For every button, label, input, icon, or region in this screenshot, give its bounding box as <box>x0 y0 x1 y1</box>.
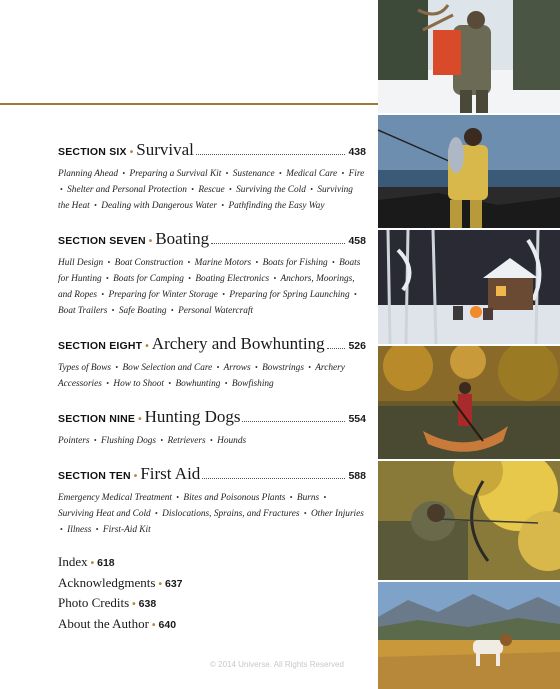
bullet-separator-icon: • <box>341 169 345 178</box>
section-seven <box>58 229 366 319</box>
bullet-icon: • <box>158 578 162 590</box>
bullet-separator-icon: • <box>95 525 99 534</box>
copyright-watermark: © 2014 Universe. All Rights Reserved <box>210 660 344 669</box>
bullet-separator-icon: • <box>107 258 111 267</box>
bullet-separator-icon: • <box>222 290 226 299</box>
section-nine <box>58 407 366 449</box>
back-matter-title: Photo Credits <box>58 595 130 610</box>
section-item: Personal Watercraft <box>178 306 254 316</box>
photo-bowhunter-image <box>378 461 560 580</box>
photo-campfire <box>378 230 560 344</box>
bullet-separator-icon: • <box>273 274 277 283</box>
photo-hunter-snow-image <box>378 0 560 113</box>
section-heading[interactable] <box>58 140 366 160</box>
bullet-separator-icon: • <box>221 201 225 210</box>
section-item: Hounds <box>217 436 247 446</box>
section-item: Other Injuries <box>310 509 364 519</box>
bullet-separator-icon: • <box>191 185 195 194</box>
bullet-separator-icon: • <box>60 185 63 194</box>
back-matter-acknowledgments[interactable] <box>58 574 366 595</box>
section-ten <box>58 464 366 538</box>
section-items <box>58 166 366 214</box>
bullet-icon: • <box>138 414 142 425</box>
photo-canoeist <box>378 346 560 459</box>
dot-leader <box>242 421 345 422</box>
bullet-separator-icon: • <box>216 363 220 372</box>
bullet-icon: • <box>132 599 136 610</box>
section-item: Preparing for Winter Storage <box>108 290 218 300</box>
section-item: Boat Construction <box>114 258 184 268</box>
section-title: Boating <box>155 229 210 248</box>
section-title: Archery and Bowhunting <box>151 334 325 353</box>
bullet-separator-icon: • <box>168 379 172 388</box>
section-heading[interactable] <box>58 464 366 484</box>
bullet-icon: • <box>129 147 134 158</box>
header-rule <box>0 103 378 105</box>
section-item: Pointers <box>58 436 90 446</box>
back-matter-page: 637 <box>165 577 183 590</box>
section-item: Bow Selection and Care <box>122 363 213 373</box>
section-item: Surviving Heat and Cold <box>58 509 151 519</box>
section-label: SECTION SEVEN <box>58 235 146 247</box>
section-item: Medical Care <box>286 169 338 179</box>
section-items <box>58 360 366 392</box>
section-item: Bowstrings <box>262 363 304 373</box>
section-heading[interactable] <box>58 229 366 249</box>
back-matter-title: About the Author <box>58 615 149 631</box>
section-page: 438 <box>348 146 366 158</box>
dot-leader <box>327 348 346 349</box>
bullet-icon: • <box>148 236 153 247</box>
photo-angler <box>378 115 560 228</box>
bullet-separator-icon: • <box>101 290 105 299</box>
dot-leader <box>202 478 345 479</box>
section-item: First-Aid Kit <box>102 525 151 535</box>
section-title: Survival <box>136 140 194 159</box>
section-item: Boats for Camping <box>113 274 184 284</box>
section-item: Emergency Medical Treatment <box>58 493 172 503</box>
back-matter <box>58 553 366 635</box>
section-heading[interactable] <box>58 334 366 354</box>
section-item: Bowhunting <box>175 379 221 389</box>
section-page: 458 <box>348 235 366 247</box>
section-item: Types of Bows <box>58 363 112 373</box>
bullet-separator-icon: • <box>60 525 63 534</box>
back-matter-page: 618 <box>97 557 115 569</box>
section-six <box>58 140 366 214</box>
bullet-separator-icon: • <box>188 274 192 283</box>
section-item: Anchors, Moorings, and Ropes <box>58 274 355 300</box>
bullet-separator-icon: • <box>323 493 327 502</box>
bullet-separator-icon: • <box>332 258 335 267</box>
bullet-separator-icon: • <box>187 258 191 267</box>
section-item: Hull Design <box>58 258 104 268</box>
section-items <box>58 490 366 538</box>
section-page: 554 <box>348 413 366 425</box>
section-eight <box>58 334 366 392</box>
section-item: Surviving the Cold <box>236 185 306 195</box>
section-item: Burns <box>296 493 320 503</box>
section-item: Shelter and Personal Protection <box>67 185 187 195</box>
back-matter-page: 640 <box>158 618 177 631</box>
bullet-icon: • <box>152 619 156 631</box>
back-matter-title: Index <box>58 554 88 569</box>
bullet-separator-icon: • <box>210 436 213 445</box>
section-item: Preparing a Survival Kit <box>129 169 222 179</box>
table-of-contents <box>58 140 366 635</box>
section-item: Illness <box>67 525 92 535</box>
photo-angler-image <box>378 115 560 228</box>
section-item: How to Shoot <box>113 379 164 389</box>
photo-column <box>378 0 560 689</box>
section-label: SECTION SIX <box>58 146 127 158</box>
bullet-separator-icon: • <box>308 363 312 372</box>
bullet-separator-icon: • <box>106 379 110 388</box>
section-item: Arrows <box>223 363 251 373</box>
photo-bowhunter <box>378 461 560 580</box>
section-item: Surviving the Heat <box>58 185 353 211</box>
section-item: Preparing for Spring Launching <box>229 290 350 300</box>
section-items <box>58 255 366 319</box>
section-item: Planning Ahead <box>58 169 118 179</box>
section-item: Fire <box>348 169 365 179</box>
dot-leader <box>196 154 346 155</box>
bullet-separator-icon: • <box>289 493 293 502</box>
bullet-separator-icon: • <box>155 509 158 518</box>
bullet-separator-icon: • <box>176 493 180 502</box>
bullet-icon: • <box>90 558 95 569</box>
bullet-separator-icon: • <box>115 363 119 372</box>
section-item: Retrievers <box>167 436 206 446</box>
section-heading[interactable] <box>58 407 366 427</box>
section-item: Dislocations, Sprains, and Fractures <box>162 509 300 519</box>
bullet-separator-icon: • <box>254 363 258 372</box>
section-item: Dealing with Dangerous Water <box>101 201 218 211</box>
bullet-separator-icon: • <box>111 306 115 315</box>
bullet-separator-icon: • <box>310 185 313 194</box>
section-label: SECTION TEN <box>58 470 131 482</box>
section-page: 526 <box>348 340 366 352</box>
section-item: Pathfinding the Easy Way <box>228 201 325 211</box>
section-item: Boats for Fishing <box>262 258 328 268</box>
photo-pointer-dog-image <box>378 582 560 689</box>
bullet-separator-icon: • <box>93 436 97 445</box>
back-matter-page: 638 <box>138 598 157 610</box>
photo-campfire-image <box>378 230 560 344</box>
bullet-separator-icon: • <box>353 290 357 299</box>
bullet-separator-icon: • <box>303 509 307 518</box>
section-item: Boats for Hunting <box>58 258 361 284</box>
section-label: SECTION EIGHT <box>58 340 143 352</box>
bullet-separator-icon: • <box>122 169 126 178</box>
bullet-separator-icon: • <box>278 169 282 178</box>
section-item: Sustenance <box>232 169 275 179</box>
section-item: Rescue <box>198 185 225 195</box>
bullet-separator-icon: • <box>105 274 109 283</box>
section-item: Marine Motors <box>194 258 252 268</box>
photo-pointer-dog <box>378 582 560 689</box>
photo-canoeist-image <box>378 346 560 459</box>
bullet-icon: • <box>145 341 149 352</box>
section-item: Boat Trailers <box>58 306 108 316</box>
dot-leader <box>211 243 345 244</box>
bullet-separator-icon: • <box>94 201 97 210</box>
bullet-separator-icon: • <box>225 169 229 178</box>
section-label: SECTION NINE <box>58 413 136 425</box>
section-item: Bowfishing <box>231 379 274 389</box>
section-page: 588 <box>348 470 366 482</box>
bullet-separator-icon: • <box>170 306 174 315</box>
back-matter-about-author[interactable] <box>58 615 366 636</box>
back-matter-photo-credits[interactable] <box>58 594 366 615</box>
section-title: Hunting Dogs <box>144 407 241 426</box>
section-item: Boating Electronics <box>195 274 270 284</box>
section-title: First Aid <box>140 464 201 483</box>
back-matter-index[interactable] <box>58 553 366 574</box>
photo-hunter-snow <box>378 0 560 113</box>
bullet-separator-icon: • <box>160 436 164 445</box>
section-item: Flushing Dogs <box>100 436 156 446</box>
section-item: Safe Boating <box>118 306 167 316</box>
back-matter-title: Acknowledgments <box>58 574 156 590</box>
section-item: Bites and Poisonous Plants <box>183 493 286 503</box>
bullet-separator-icon: • <box>255 258 259 267</box>
bullet-separator-icon: • <box>229 185 232 194</box>
section-item: Archery Accessories <box>58 363 345 389</box>
bullet-icon: • <box>133 471 138 482</box>
section-items <box>58 433 366 449</box>
bullet-separator-icon: • <box>224 379 228 388</box>
